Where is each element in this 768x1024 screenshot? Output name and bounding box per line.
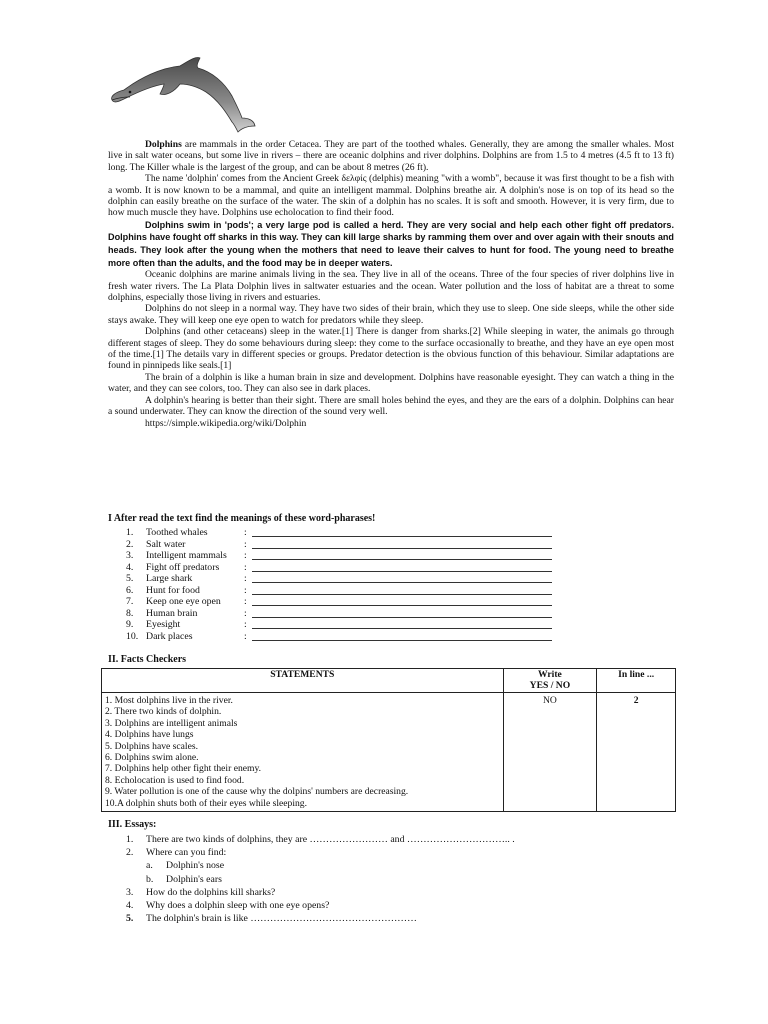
- essay-item: [126, 886, 515, 899]
- essay-subitem: [126, 859, 515, 872]
- essay-num: 4.: [126, 900, 134, 912]
- essay-questions: [126, 833, 515, 925]
- essay-subnum: a.: [146, 860, 153, 872]
- essay-question: Where can you find:: [146, 847, 227, 859]
- essay-question: Why does a dolphin sleep with one eye opens?: [146, 900, 330, 912]
- vocab-colon: :: [244, 596, 247, 607]
- example-line: 2: [633, 695, 639, 706]
- statement-item: 10.A dolphin shuts both of their eyes while sleeping.: [105, 797, 307, 809]
- section-3-title: III. Essays:: [108, 819, 157, 830]
- statement-item: 5. Dolphins have scales.: [105, 740, 198, 752]
- paragraph-1: [108, 139, 674, 173]
- vocab-term: Human brain: [146, 607, 198, 619]
- statement-item: 7. Dolphins help other fight their enemy.: [105, 763, 262, 775]
- answer-blank[interactable]: [252, 540, 552, 549]
- essay-item: [126, 846, 515, 859]
- essay-item: [126, 833, 515, 846]
- vocab-term: Keep one eye open: [146, 596, 221, 607]
- vocab-row: [126, 550, 566, 562]
- answer-blank[interactable]: [252, 551, 552, 560]
- essay-num: 5.: [126, 913, 134, 925]
- essay-question: There are two kinds of dolphins, they are …………………… and ………………………….. .: [146, 834, 515, 845]
- vocab-term: Eyesight: [146, 619, 181, 630]
- vocab-num: 7.: [126, 596, 134, 607]
- table-body-row: [102, 693, 676, 812]
- vocab-colon: :: [244, 630, 247, 642]
- paragraph-6: Dolphins (and other cetaceans) sleep in the water.[1] There is danger from sharks.[2] While sleeping in water, the animals go through different stages of sleep. They do some behaviours during sleep: they come to the surface occasionally to breathe, and they have an eye open most of the time.[1] The details vary in different species or groups. Predator detection is the obvious function of this behaviour. Similar adaptations are found in pinnipeds like seals.[1]: [108, 326, 674, 372]
- vocab-num: 10.: [126, 630, 139, 642]
- essay-item: [126, 912, 515, 925]
- vocab-colon: :: [244, 619, 247, 630]
- vocab-term: Large shark: [146, 573, 193, 584]
- vocab-term: Toothed whales: [146, 527, 208, 538]
- statements-cell: [102, 693, 504, 812]
- essay-subquestion: Dolphin's ears: [166, 873, 222, 885]
- answer-column[interactable]: [503, 693, 597, 812]
- vocab-colon: :: [244, 538, 247, 550]
- vocab-row: [126, 562, 566, 574]
- statement-item: 9. Water pollution is one of the cause why the dolpins' numbers are decreasing.: [105, 786, 409, 798]
- paragraph-3: Dolphins swim in 'pods'; a very large pod is called a herd. They are very social and help each other fight off predators. Dolphins have fought off sharks in this way. They can kill large sharks by ramming them over and over again with their snouts and heads. They look after the young when the mothers that need to leave their calves to hunt for food. The young need to breathe more often than the adults, and the food may be in deeper waters.: [108, 219, 674, 268]
- paragraph-8: A dolphin's hearing is better than their sight. There are small holes behind the eyes, and they are the ears of a dolphin. Dolphins can hear a sound underwater. They can know the direction of the sound very well.: [108, 394, 674, 418]
- essay-question: The dolphin's brain is like ……………………………………………: [146, 913, 417, 925]
- answer-blank[interactable]: [252, 632, 552, 641]
- vocab-row: [126, 527, 566, 539]
- section-2-title: II. Facts Checkers: [108, 654, 187, 665]
- paragraph-5: Dolphins do not sleep in a normal way. They have two sides of their brain, which they use to sleep. One side sleeps, while the other side stays awake. They will keep one eye open to watch for predators while they sleep.: [108, 303, 674, 326]
- paragraph-1-lead: Dolphins: [145, 139, 182, 150]
- paragraph-1-text: are mammals in the order Cetacea. They are part of the toothed whales. Generally, they are among the smaller whales. Most live in salt water oceans, but some live in rivers – there are oceanic dolphins and river dolphins. Dolphins are from 1.5 to 4 metres (4.5 ft to 13 ft) long. The Killer whale is the largest of the group, and can be about 8 metres (26 ft).: [108, 139, 674, 173]
- vocab-colon: :: [244, 527, 247, 538]
- vocab-row: [126, 631, 566, 643]
- vocab-colon: :: [244, 607, 247, 619]
- essay-num: 3.: [126, 886, 134, 898]
- example-answer: NO: [542, 695, 557, 706]
- essay-subitem: [126, 873, 515, 886]
- vocab-term: Fight off predators: [146, 561, 220, 573]
- vocab-num: 6.: [126, 584, 134, 596]
- vocab-num: 5.: [126, 573, 134, 584]
- vocab-term: Intelligent mammals: [146, 550, 227, 561]
- paragraph-2: The name 'dolphin' comes from the Ancient Greek δελφίς (delphis) meaning "with a womb", because it was first thought to be a fish with a womb. It is now known to be a mammal, and quite an intelligent mammal. Dolphins breathe air. A dolphin's nose is on top of its head so the dolphin can easily breathe on the surface of the water. The skin of a dolphin has no scales. It is soft and smooth. However, it is very firm, due to how much muscle they have. Dolphins use echolocation to find their food.: [108, 173, 674, 219]
- vocab-num: 4.: [126, 561, 134, 573]
- vocab-row: [126, 539, 566, 551]
- statement-item: 1. Most dolphins live in the river.: [105, 695, 233, 706]
- answer-blank[interactable]: [252, 597, 552, 606]
- essay-question: How do the dolphins kill sharks?: [146, 886, 276, 898]
- answer-blank[interactable]: [252, 620, 552, 629]
- vocab-row: [126, 619, 566, 631]
- facts-table: [101, 668, 676, 812]
- section-1-title: I After read the text find the meanings of these word-pharases!: [108, 513, 376, 524]
- vocabulary-list: [126, 527, 566, 642]
- vocab-term: Hunt for food: [146, 584, 200, 596]
- header-write: [503, 669, 597, 693]
- source-link[interactable]: https://simple.wikipedia.org/wiki/Dolphin: [145, 417, 307, 429]
- essay-subnum: b.: [146, 873, 154, 885]
- vocab-num: 2.: [126, 538, 134, 550]
- answer-blank[interactable]: [252, 609, 552, 618]
- vocab-num: 8.: [126, 607, 134, 619]
- statement-item: 6. Dolphins swim alone.: [105, 752, 199, 764]
- vocab-num: 1.: [126, 527, 134, 538]
- vocab-num: 9.: [126, 619, 134, 630]
- vocab-term: Salt water: [146, 538, 186, 550]
- essay-item: [126, 899, 515, 912]
- header-write-line-1: Write: [538, 669, 562, 680]
- vocab-term: Dark places: [146, 630, 193, 642]
- vocab-row: [126, 596, 566, 608]
- essay-num: 1.: [126, 834, 134, 845]
- statement-item: 4. Dolphins have lungs: [105, 729, 194, 741]
- vocab-colon: :: [244, 584, 247, 596]
- header-statements: STATEMENTS: [102, 669, 504, 693]
- reading-passage: [108, 139, 674, 429]
- answer-blank[interactable]: [252, 574, 552, 583]
- vocab-row: [126, 573, 566, 585]
- line-column[interactable]: [597, 693, 676, 812]
- paragraph-7: The brain of a dolphin is like a human brain in size and development. Dolphins have reasonable eyesight. They can watch a thing in the water, and they can see colors, too. They can also see in dark places.: [108, 371, 674, 395]
- statement-item: 2. There two kinds of dolphin.: [105, 706, 222, 718]
- essay-num: 2.: [126, 847, 134, 859]
- dolphin-illustration: [108, 52, 256, 136]
- paragraph-4: Oceanic dolphins are marine animals living in the sea. They live in all of the oceans. Three of the four species of river dolphins live in fresh water rivers. The La Plata Dolphin lives in saltwater estuaries and the ocean. Water pollution and the loss of habitat are a threat to some dolphins, especially those living in rivers and estuaries.: [108, 269, 674, 304]
- answer-blank[interactable]: [252, 586, 552, 595]
- answer-blank[interactable]: [252, 528, 552, 537]
- vocab-colon: :: [244, 550, 247, 561]
- answer-blank[interactable]: [252, 563, 552, 572]
- statement-item: 3. Dolphins are intelligent animals: [105, 717, 238, 729]
- statement-item: 8. Echolocation is used to find food.: [105, 774, 245, 786]
- essay-subquestion: Dolphin's nose: [166, 860, 225, 872]
- vocab-num: 3.: [126, 550, 134, 561]
- table-header-row: [102, 669, 676, 693]
- header-write-line-2: YES / NO: [529, 679, 571, 691]
- vocab-colon: :: [244, 561, 247, 573]
- vocab-row: [126, 585, 566, 597]
- header-in-line: In line ...: [597, 669, 676, 693]
- vocab-colon: :: [244, 573, 247, 584]
- vocab-row: [126, 608, 566, 620]
